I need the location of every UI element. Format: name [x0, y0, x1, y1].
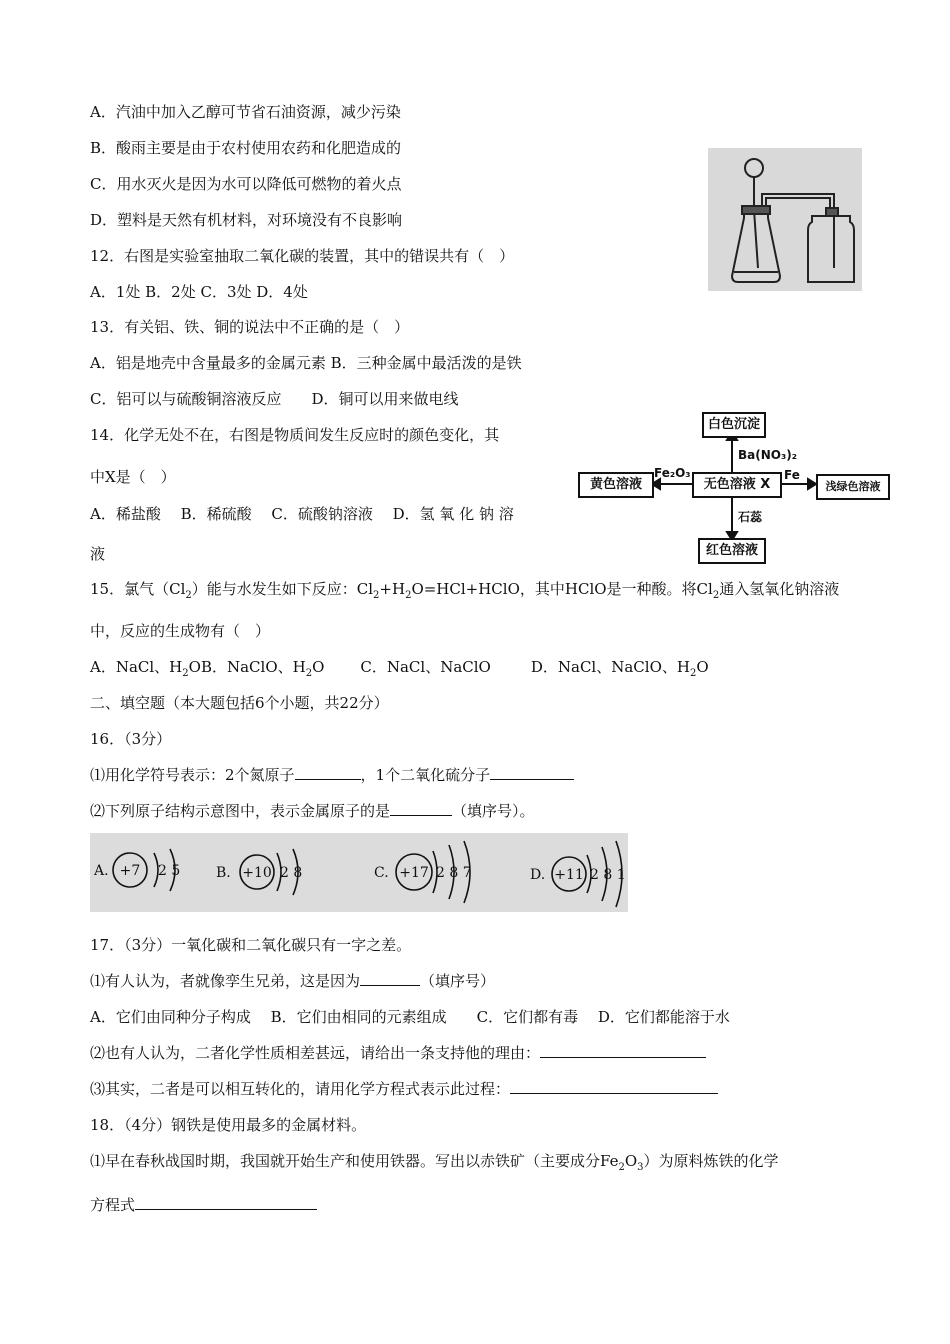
- question-13: 13．有关铝、铁、铜的说法中不正确的是（ ）: [90, 318, 410, 336]
- option-a-line: A．汽油中加入乙醇可节省石油资源，减少污染: [90, 103, 401, 121]
- option-d-line: D．塑料是天然有机材料，对环境没有不良影响: [90, 211, 403, 229]
- reagent-fe: Fe: [784, 468, 800, 482]
- question-14-line2: 中X是（ ）: [90, 468, 176, 486]
- question-17-part3: ⑶其实，二者是可以相互转化的，请用化学方程式表示此过程：: [90, 1078, 718, 1100]
- atom-a-label: A.: [94, 863, 109, 879]
- question-13-options-ab: A．铝是地壳中含量最多的金属元素 B．三种金属中最活泼的是铁: [90, 354, 522, 372]
- co2-apparatus-figure: [708, 148, 862, 291]
- atomic-structure-figure: [90, 833, 628, 912]
- answer-blank[interactable]: [510, 1078, 718, 1094]
- question-15-options: A．NaCl、$H_2OB$．NaClO、$H_2O$ C．NaCl、NaClO D．NaCl、NaClO、$H_2O$: [90, 658, 709, 679]
- atom-d-label: D.: [530, 867, 546, 883]
- question-18: 18．（4分）钢铁是使用最多的金属材料。: [90, 1116, 367, 1134]
- answer-blank[interactable]: [490, 764, 574, 780]
- question-12: 12．右图是实验室抽取二氧化碳的装置，其中的错误共有（ ）: [90, 247, 515, 265]
- atom-b-nucleus: +10: [242, 865, 272, 881]
- atom-c-label: C.: [374, 865, 389, 881]
- question-13-options-cd: C．铝可以与硫酸铜溶液反应 D．铜可以用来做电线: [90, 390, 459, 408]
- atom-b-shells: 2 8: [280, 865, 303, 881]
- white-precipitate-box: 白色沉淀: [702, 412, 766, 438]
- light-green-solution-box: 浅绿色溶液: [816, 474, 890, 500]
- option-c-line: C．用水灭火是因为水可以降低可燃物的着火点: [90, 175, 402, 193]
- reagent-fe2o3: Fe₂O₃: [654, 466, 691, 480]
- question-17: 17．（3分）一氧化碳和二氧化碳只有一字之差。: [90, 936, 412, 954]
- atom-a-shells: 2 5: [158, 863, 181, 879]
- red-solution-box: 红色溶液: [698, 538, 766, 564]
- question-14-line1: 14．化学无处不在，右图是物质间发生反应时的颜色变化，其: [90, 426, 500, 444]
- question-15-line2: 中，反应的生成物有（ ）: [90, 622, 271, 640]
- atom-c-nucleus: +17: [399, 865, 429, 881]
- question-12-options: A．1处 B．2处 C．3处 D．4处: [90, 283, 308, 301]
- answer-blank[interactable]: [390, 800, 452, 816]
- question-17-part2: ⑵也有人认为，二者化学性质相差甚远，请给出一条支持他的理由：: [90, 1042, 706, 1064]
- atom-a-nucleus: +7: [119, 863, 141, 879]
- atom-c-shells: 2 8 7: [436, 865, 472, 881]
- question-17-part1: ⑴有人认为，者就像孪生兄弟，这是因为 （填序号）: [90, 972, 496, 990]
- answer-blank[interactable]: [295, 764, 361, 780]
- question-14-options: A．稀盐酸 B．稀硫酸 C．硫酸钠溶液 D．氢 氧 化 钠 溶: [90, 505, 514, 523]
- question-17-options: A．它们由同种分子构成 B．它们由相同的元素组成 C．它们都有毒 D．它们都能溶于水: [90, 1008, 730, 1026]
- question-14-tail: 液: [90, 545, 106, 563]
- option-b-line: B．酸雨主要是由于农村使用农药和化肥造成的: [90, 139, 402, 157]
- apparatus-drawing: [708, 148, 862, 291]
- atom-diagrams: [90, 833, 628, 912]
- question-16-part1: ⑴用化学符号表示：2个氮原子 ，1个二氧化硫分子: [90, 764, 574, 786]
- reagent-litmus: 石蕊: [738, 510, 763, 524]
- yellow-solution-box: 黄色溶液: [578, 472, 654, 498]
- answer-blank[interactable]: [540, 1042, 706, 1058]
- question-15-line1: 15．氯气$(Cl_2)$能与水发生如下反应：$Cl_2+H_2O=HCl+HClO$，其中HClO是一种酸。将$Cl_2$通入氢氧化钠溶液: [90, 580, 840, 601]
- reagent-ba-no3: Ba(NO₃)₂: [738, 448, 797, 462]
- atom-d-shells: 2 8 1: [590, 867, 626, 883]
- section-2-heading: 二、填空题（本大题包括6个小题，共22分）: [90, 694, 389, 712]
- question-16: 16．（3分）: [90, 730, 172, 748]
- atom-b-label: B.: [216, 865, 231, 881]
- question-18-part1: ⑴早在春秋战国时期，我国就开始生产和使用铁器。写出以赤铁矿（主要成分$Fe_2O_3$）为原料炼铁的化学: [90, 1152, 779, 1173]
- color-change-diagram: [578, 408, 890, 564]
- colorless-solution-x-box: 无色溶液 X: [692, 472, 782, 498]
- question-16-part2: ⑵下列原子结构示意图中，表示金属原子的是 （填序号）。: [90, 802, 535, 820]
- atom-d-nucleus: +11: [554, 867, 584, 883]
- question-18-equation-line: 方程式: [90, 1194, 317, 1216]
- answer-blank[interactable]: [360, 970, 420, 986]
- answer-blank[interactable]: [135, 1194, 317, 1210]
